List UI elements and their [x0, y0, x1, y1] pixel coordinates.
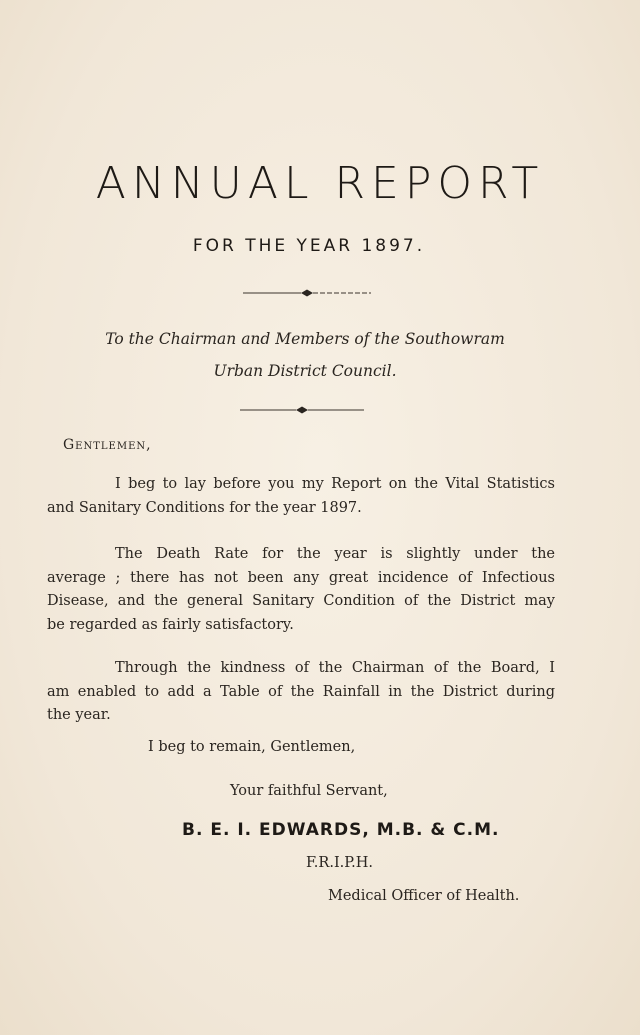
paragraph-line: average ; there has not been any great incidence of Infectious	[47, 569, 555, 586]
paragraph-rainfall	[47, 657, 555, 728]
signature-position: Medical Officer of Health.	[328, 888, 520, 904]
ornamental-rule-middle	[240, 404, 364, 416]
closing-remain: I beg to remain, Gentlemen,	[148, 739, 356, 755]
address-line-2: Urban District Council.	[213, 362, 397, 380]
paragraph-line: the year.	[47, 707, 111, 723]
report-subtitle: FOR THE YEAR 1897.	[192, 236, 426, 256]
signature-name: B. E. I. EDWARDS, M.B. & C.M.	[182, 820, 500, 840]
paragraph-line: Through the kindness of the Chairman of the Board, I	[115, 660, 555, 676]
paragraph-death-rate	[47, 543, 555, 637]
paragraph-line: am enabled to add a Table of the Rainfall in the District during	[47, 683, 555, 700]
paragraph-vital-statistics	[47, 473, 555, 520]
closing-servant: Your faithful Servant,	[230, 783, 388, 799]
ornamental-rule-top	[243, 287, 371, 299]
signature-credential: F.R.I.P.H.	[306, 855, 373, 871]
paragraph-line: be regarded as fairly satisfactory.	[47, 616, 294, 633]
paragraph-line: Disease, and the general Sanitary Condition of the District may	[47, 593, 555, 609]
paragraph-line: The Death Rate for the year is slightly under the	[115, 546, 555, 562]
report-title: ANNUAL REPORT	[95, 158, 545, 209]
paragraph-line: and Sanitary Conditions for the year 1897.	[47, 499, 362, 516]
salutation: Gentlemen,	[63, 437, 152, 453]
paragraph-line: I beg to lay before you my Report on the Vital Statistics	[115, 476, 555, 492]
address-line-1: To the Chairman and Members of the Southowram	[105, 330, 505, 348]
